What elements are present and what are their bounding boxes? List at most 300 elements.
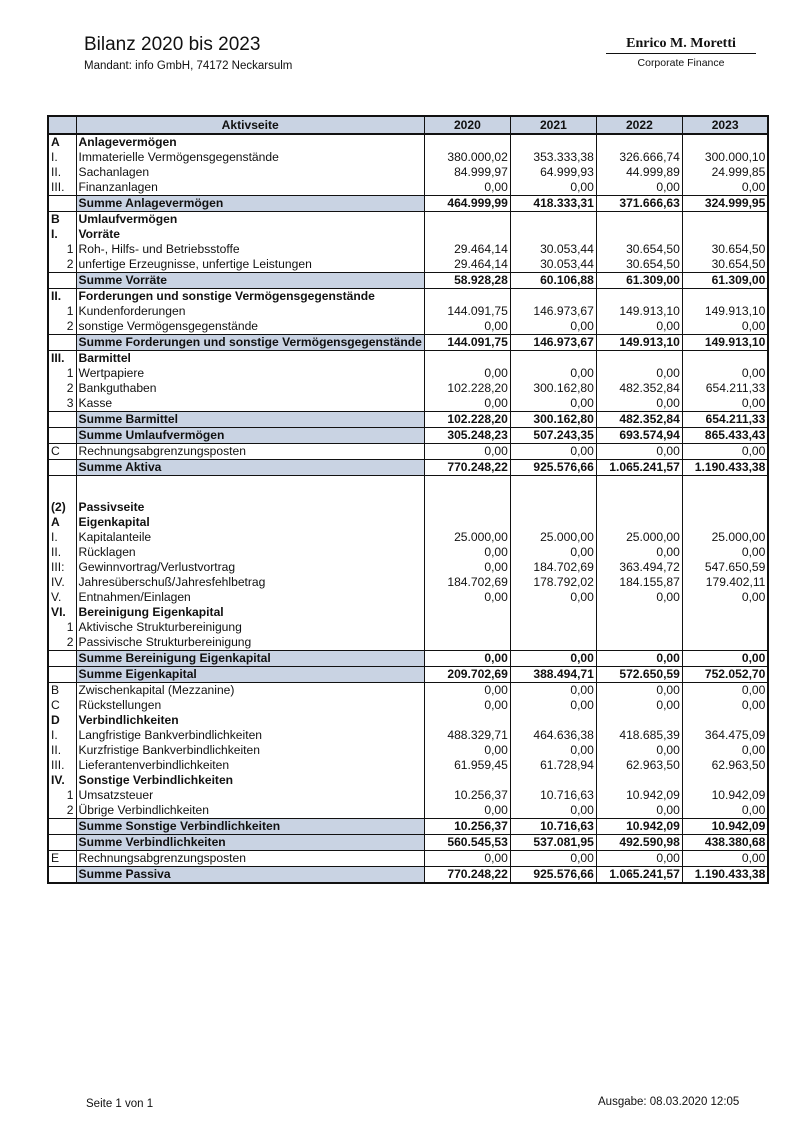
row-label: Rechnungsabgrenzungsposten xyxy=(76,444,424,460)
value-cell xyxy=(596,713,682,728)
row-key: IV. xyxy=(48,575,76,590)
table-row xyxy=(48,743,768,758)
value-cell: 0,00 xyxy=(424,444,510,460)
table-row xyxy=(48,500,768,515)
value-cell: 865.433,43 xyxy=(682,428,768,444)
value-cell xyxy=(596,500,682,515)
row-label: Rücklagen xyxy=(76,545,424,560)
row-label: Lieferantenverbindlichkeiten xyxy=(76,758,424,773)
row-key: IV. xyxy=(48,773,76,788)
table-row xyxy=(48,227,768,242)
row-label: Rückstellungen xyxy=(76,698,424,713)
page-title: Bilanz 2020 bis 2023 xyxy=(84,34,261,55)
table-row xyxy=(48,728,768,743)
value-cell: 693.574,94 xyxy=(596,428,682,444)
value-cell xyxy=(682,212,768,228)
value-cell xyxy=(424,351,510,367)
value-cell xyxy=(510,635,596,651)
row-label: Summe Forderungen und sonstige Vermögensgegenstände xyxy=(76,335,424,351)
value-cell: 102.228,20 xyxy=(424,381,510,396)
row-key: A xyxy=(48,515,76,530)
table-row xyxy=(48,683,768,699)
value-cell: 0,00 xyxy=(596,851,682,867)
balance-table xyxy=(47,115,769,884)
value-cell: 482.352,84 xyxy=(596,381,682,396)
value-cell: 62.963,50 xyxy=(596,758,682,773)
value-cell: 0,00 xyxy=(682,743,768,758)
value-cell xyxy=(510,289,596,305)
table-row xyxy=(48,319,768,335)
value-cell: 547.650,59 xyxy=(682,560,768,575)
table-row xyxy=(48,476,768,501)
value-cell: 0,00 xyxy=(424,743,510,758)
value-cell: 300.162,80 xyxy=(510,412,596,428)
value-cell: 0,00 xyxy=(596,590,682,605)
value-cell: 58.928,28 xyxy=(424,273,510,289)
value-cell xyxy=(682,773,768,788)
row-key: I. xyxy=(48,728,76,743)
value-cell: 0,00 xyxy=(596,683,682,699)
value-cell: 209.702,69 xyxy=(424,667,510,683)
value-cell: 184.155,87 xyxy=(596,575,682,590)
row-label: Summe Bereinigung Eigenkapital xyxy=(76,651,424,667)
row-key: 2 xyxy=(48,803,76,819)
header-key-cell xyxy=(48,116,76,134)
value-cell xyxy=(682,289,768,305)
table-row xyxy=(48,545,768,560)
value-cell: 488.329,71 xyxy=(424,728,510,743)
value-cell xyxy=(424,635,510,651)
value-cell: 30.654,50 xyxy=(682,242,768,257)
row-key: II. xyxy=(48,289,76,305)
value-cell: 0,00 xyxy=(596,698,682,713)
table-row xyxy=(48,605,768,620)
table-row xyxy=(48,335,768,351)
value-cell: 353.333,38 xyxy=(510,150,596,165)
value-cell xyxy=(510,773,596,788)
row-label: Bankguthaben xyxy=(76,381,424,396)
value-cell: 507.243,35 xyxy=(510,428,596,444)
value-cell: 380.000,02 xyxy=(424,150,510,165)
row-key: D xyxy=(48,713,76,728)
row-key: II. xyxy=(48,165,76,180)
value-cell xyxy=(596,212,682,228)
row-key: I. xyxy=(48,227,76,242)
table-row xyxy=(48,698,768,713)
value-cell: 30.053,44 xyxy=(510,242,596,257)
row-key: A xyxy=(48,134,76,150)
value-cell: 0,00 xyxy=(424,560,510,575)
value-cell: 10.256,37 xyxy=(424,819,510,835)
row-label: Passivseite xyxy=(76,500,424,515)
table-row xyxy=(48,590,768,605)
value-cell xyxy=(510,605,596,620)
value-cell: 0,00 xyxy=(596,651,682,667)
value-cell: 0,00 xyxy=(424,590,510,605)
issue-date: Ausgabe: 08.03.2020 12:05 xyxy=(598,1096,740,1108)
value-cell: 61.309,00 xyxy=(682,273,768,289)
row-key xyxy=(48,460,76,476)
value-cell: 438.380,68 xyxy=(682,835,768,851)
value-cell: 61.959,45 xyxy=(424,758,510,773)
row-key: (2) xyxy=(48,500,76,515)
value-cell: 0,00 xyxy=(596,366,682,381)
row-label: sonstige Vermögensgegenstände xyxy=(76,319,424,335)
value-cell: 0,00 xyxy=(424,683,510,699)
header-side-label: Aktivseite xyxy=(76,116,424,134)
value-cell: 1.190.433,38 xyxy=(682,867,768,884)
value-cell: 29.464,14 xyxy=(424,242,510,257)
value-cell: 0,00 xyxy=(682,698,768,713)
value-cell xyxy=(424,500,510,515)
value-cell: 0,00 xyxy=(510,545,596,560)
row-label: Summe Verbindlichkeiten xyxy=(76,835,424,851)
row-key: 2 xyxy=(48,319,76,335)
row-label: Immaterielle Vermögensgegenstände xyxy=(76,150,424,165)
value-cell: 0,00 xyxy=(510,851,596,867)
row-key: B xyxy=(48,683,76,699)
row-key: C xyxy=(48,444,76,460)
value-cell: 0,00 xyxy=(510,366,596,381)
value-cell xyxy=(596,620,682,635)
value-cell xyxy=(596,351,682,367)
row-label: Umlaufvermögen xyxy=(76,212,424,228)
value-cell: 149.913,10 xyxy=(596,304,682,319)
row-key: III. xyxy=(48,351,76,367)
value-cell: 149.913,10 xyxy=(682,304,768,319)
value-cell xyxy=(510,227,596,242)
row-key xyxy=(48,428,76,444)
table-row xyxy=(48,620,768,635)
value-cell: 61.309,00 xyxy=(596,273,682,289)
value-cell: 492.590,98 xyxy=(596,835,682,851)
table-row xyxy=(48,381,768,396)
value-cell: 10.942,09 xyxy=(596,819,682,835)
value-cell xyxy=(510,476,596,501)
row-label: Jahresüberschuß/Jahresfehlbetrag xyxy=(76,575,424,590)
row-label: Sachanlagen xyxy=(76,165,424,180)
row-label: Kasse xyxy=(76,396,424,412)
table-row xyxy=(48,515,768,530)
value-cell: 770.248,22 xyxy=(424,867,510,884)
value-cell: 0,00 xyxy=(510,651,596,667)
value-cell: 0,00 xyxy=(424,851,510,867)
row-label: Summe Eigenkapital xyxy=(76,667,424,683)
row-label: Summe Vorräte xyxy=(76,273,424,289)
value-cell xyxy=(596,635,682,651)
value-cell: 0,00 xyxy=(510,698,596,713)
table-row xyxy=(48,851,768,867)
value-cell xyxy=(596,773,682,788)
value-cell: 0,00 xyxy=(596,743,682,758)
row-label: Summe Barmittel xyxy=(76,412,424,428)
row-label: Passivische Strukturbereinigung xyxy=(76,635,424,651)
table-row xyxy=(48,134,768,150)
value-cell: 1.065.241,57 xyxy=(596,460,682,476)
value-cell: 0,00 xyxy=(510,180,596,196)
row-key xyxy=(48,196,76,212)
value-cell: 0,00 xyxy=(682,366,768,381)
table-row xyxy=(48,575,768,590)
value-cell: 30.654,50 xyxy=(596,242,682,257)
value-cell: 149.913,10 xyxy=(682,335,768,351)
value-cell: 0,00 xyxy=(682,851,768,867)
row-key: 1 xyxy=(48,242,76,257)
value-cell: 300.162,80 xyxy=(510,381,596,396)
row-label: Summe Aktiva xyxy=(76,460,424,476)
value-cell: 0,00 xyxy=(424,803,510,819)
value-cell: 0,00 xyxy=(682,444,768,460)
value-cell: 30.053,44 xyxy=(510,257,596,273)
value-cell: 0,00 xyxy=(596,803,682,819)
value-cell: 0,00 xyxy=(510,590,596,605)
table-row xyxy=(48,819,768,835)
row-label: Wertpapiere xyxy=(76,366,424,381)
value-cell: 64.999,93 xyxy=(510,165,596,180)
row-label: Kundenforderungen xyxy=(76,304,424,319)
row-label: Kapitalanteile xyxy=(76,530,424,545)
value-cell: 60.106,88 xyxy=(510,273,596,289)
value-cell: 146.973,67 xyxy=(510,335,596,351)
value-cell: 144.091,75 xyxy=(424,304,510,319)
value-cell: 25.000,00 xyxy=(596,530,682,545)
table-row xyxy=(48,257,768,273)
row-label: Forderungen und sonstige Vermögensgegenstände xyxy=(76,289,424,305)
row-label: Sonstige Verbindlichkeiten xyxy=(76,773,424,788)
value-cell: 1.065.241,57 xyxy=(596,867,682,884)
value-cell: 925.576,66 xyxy=(510,867,596,884)
row-key: C xyxy=(48,698,76,713)
value-cell xyxy=(596,227,682,242)
row-key xyxy=(48,335,76,351)
table-row xyxy=(48,635,768,651)
value-cell: 464.999,99 xyxy=(424,196,510,212)
header-year: 2021 xyxy=(510,116,596,134)
row-label: Bereinigung Eigenkapital xyxy=(76,605,424,620)
table-row xyxy=(48,713,768,728)
row-label: Entnahmen/Einlagen xyxy=(76,590,424,605)
value-cell: 0,00 xyxy=(682,651,768,667)
value-cell: 178.792,02 xyxy=(510,575,596,590)
row-key: 2 xyxy=(48,635,76,651)
value-cell xyxy=(424,476,510,501)
row-label: Kurzfristige Bankverbindlichkeiten xyxy=(76,743,424,758)
header-year: 2020 xyxy=(424,116,510,134)
row-label: Roh-, Hilfs- und Betriebsstoffe xyxy=(76,242,424,257)
value-cell: 10.716,63 xyxy=(510,788,596,803)
row-label: Barmittel xyxy=(76,351,424,367)
logo-subtitle: Corporate Finance xyxy=(637,57,725,69)
value-cell: 418.333,31 xyxy=(510,196,596,212)
value-cell: 0,00 xyxy=(424,545,510,560)
value-cell xyxy=(510,620,596,635)
value-cell: 25.000,00 xyxy=(424,530,510,545)
value-cell: 10.942,09 xyxy=(682,819,768,835)
value-cell: 25.000,00 xyxy=(682,530,768,545)
value-cell: 184.702,69 xyxy=(424,575,510,590)
value-cell: 102.228,20 xyxy=(424,412,510,428)
row-label: Anlagevermögen xyxy=(76,134,424,150)
row-key xyxy=(48,476,76,501)
value-cell: 0,00 xyxy=(424,698,510,713)
value-cell: 0,00 xyxy=(424,396,510,412)
value-cell xyxy=(596,605,682,620)
value-cell: 770.248,22 xyxy=(424,460,510,476)
value-cell xyxy=(682,227,768,242)
row-key: 1 xyxy=(48,788,76,803)
row-key: 1 xyxy=(48,366,76,381)
row-key: E xyxy=(48,851,76,867)
value-cell: 388.494,71 xyxy=(510,667,596,683)
table-row xyxy=(48,428,768,444)
row-label: Vorräte xyxy=(76,227,424,242)
value-cell: 0,00 xyxy=(682,683,768,699)
row-label: Aktivische Strukturbereinigung xyxy=(76,620,424,635)
row-key: I. xyxy=(48,150,76,165)
value-cell xyxy=(510,134,596,150)
row-key: III. xyxy=(48,180,76,196)
value-cell xyxy=(510,515,596,530)
value-cell: 363.494,72 xyxy=(596,560,682,575)
value-cell xyxy=(510,212,596,228)
value-cell xyxy=(424,134,510,150)
table-header-row xyxy=(48,116,768,134)
table-row xyxy=(48,396,768,412)
table-row xyxy=(48,150,768,165)
row-key: 3 xyxy=(48,396,76,412)
table-row xyxy=(48,212,768,228)
value-cell: 0,00 xyxy=(510,743,596,758)
value-cell: 62.963,50 xyxy=(682,758,768,773)
row-label: Langfristige Bankverbindlichkeiten xyxy=(76,728,424,743)
row-key: B xyxy=(48,212,76,228)
row-label: Summe Passiva xyxy=(76,867,424,884)
value-cell xyxy=(596,476,682,501)
value-cell: 371.666,63 xyxy=(596,196,682,212)
value-cell: 0,00 xyxy=(510,319,596,335)
row-label xyxy=(76,476,424,501)
value-cell: 30.654,50 xyxy=(596,257,682,273)
value-cell: 10.716,63 xyxy=(510,819,596,835)
value-cell xyxy=(510,500,596,515)
value-cell xyxy=(682,605,768,620)
row-label: Summe Sonstige Verbindlichkeiten xyxy=(76,819,424,835)
value-cell: 418.685,39 xyxy=(596,728,682,743)
value-cell: 0,00 xyxy=(682,545,768,560)
value-cell: 146.973,67 xyxy=(510,304,596,319)
row-label: Finanzanlagen xyxy=(76,180,424,196)
table-row xyxy=(48,651,768,667)
table-row xyxy=(48,530,768,545)
value-cell: 324.999,95 xyxy=(682,196,768,212)
value-cell: 0,00 xyxy=(596,545,682,560)
row-key: II. xyxy=(48,545,76,560)
value-cell: 0,00 xyxy=(424,319,510,335)
table-row xyxy=(48,165,768,180)
value-cell xyxy=(424,515,510,530)
row-label: Umsatzsteuer xyxy=(76,788,424,803)
value-cell xyxy=(510,713,596,728)
row-key: III: xyxy=(48,560,76,575)
table-row xyxy=(48,835,768,851)
value-cell: 149.913,10 xyxy=(596,335,682,351)
table-row xyxy=(48,460,768,476)
value-cell: 10.942,09 xyxy=(682,788,768,803)
value-cell xyxy=(424,773,510,788)
row-key xyxy=(48,867,76,884)
table-row xyxy=(48,758,768,773)
value-cell xyxy=(596,289,682,305)
logo-name: Enrico M. Moretti xyxy=(606,36,756,54)
value-cell: 364.475,09 xyxy=(682,728,768,743)
value-cell: 0,00 xyxy=(682,590,768,605)
value-cell xyxy=(682,134,768,150)
value-cell: 0,00 xyxy=(596,444,682,460)
value-cell: 0,00 xyxy=(510,396,596,412)
value-cell xyxy=(682,476,768,501)
value-cell xyxy=(682,500,768,515)
row-label: Übrige Verbindlichkeiten xyxy=(76,803,424,819)
company-logo xyxy=(606,36,756,69)
value-cell: 25.000,00 xyxy=(510,530,596,545)
value-cell: 0,00 xyxy=(424,651,510,667)
value-cell: 0,00 xyxy=(596,396,682,412)
value-cell xyxy=(424,289,510,305)
value-cell: 24.999,85 xyxy=(682,165,768,180)
value-cell xyxy=(510,351,596,367)
value-cell: 925.576,66 xyxy=(510,460,596,476)
value-cell xyxy=(682,351,768,367)
value-cell: 0,00 xyxy=(424,180,510,196)
row-label: Rechnungsabgrenzungsposten xyxy=(76,851,424,867)
value-cell xyxy=(424,212,510,228)
row-key: V. xyxy=(48,590,76,605)
value-cell: 752.052,70 xyxy=(682,667,768,683)
table-row xyxy=(48,867,768,884)
value-cell: 0,00 xyxy=(596,180,682,196)
value-cell: 572.650,59 xyxy=(596,667,682,683)
value-cell: 0,00 xyxy=(682,319,768,335)
value-cell: 482.352,84 xyxy=(596,412,682,428)
value-cell: 300.000,10 xyxy=(682,150,768,165)
table-row xyxy=(48,304,768,319)
table-row xyxy=(48,412,768,428)
row-key xyxy=(48,819,76,835)
table-row xyxy=(48,803,768,819)
value-cell xyxy=(682,515,768,530)
row-key xyxy=(48,651,76,667)
row-label: Zwischenkapital (Mezzanine) xyxy=(76,683,424,699)
row-key: III. xyxy=(48,758,76,773)
value-cell xyxy=(682,713,768,728)
row-label: unfertige Erzeugnisse, unfertige Leistungen xyxy=(76,257,424,273)
value-cell: 0,00 xyxy=(510,683,596,699)
table-row xyxy=(48,289,768,305)
value-cell xyxy=(596,515,682,530)
value-cell: 10.256,37 xyxy=(424,788,510,803)
header-year: 2022 xyxy=(596,116,682,134)
row-key xyxy=(48,412,76,428)
value-cell: 29.464,14 xyxy=(424,257,510,273)
page-number: Seite 1 von 1 xyxy=(86,1098,154,1110)
table-row xyxy=(48,444,768,460)
table-row xyxy=(48,351,768,367)
row-key: II. xyxy=(48,743,76,758)
row-key: VI. xyxy=(48,605,76,620)
value-cell: 44.999,89 xyxy=(596,165,682,180)
table-row xyxy=(48,788,768,803)
value-cell: 0,00 xyxy=(510,444,596,460)
